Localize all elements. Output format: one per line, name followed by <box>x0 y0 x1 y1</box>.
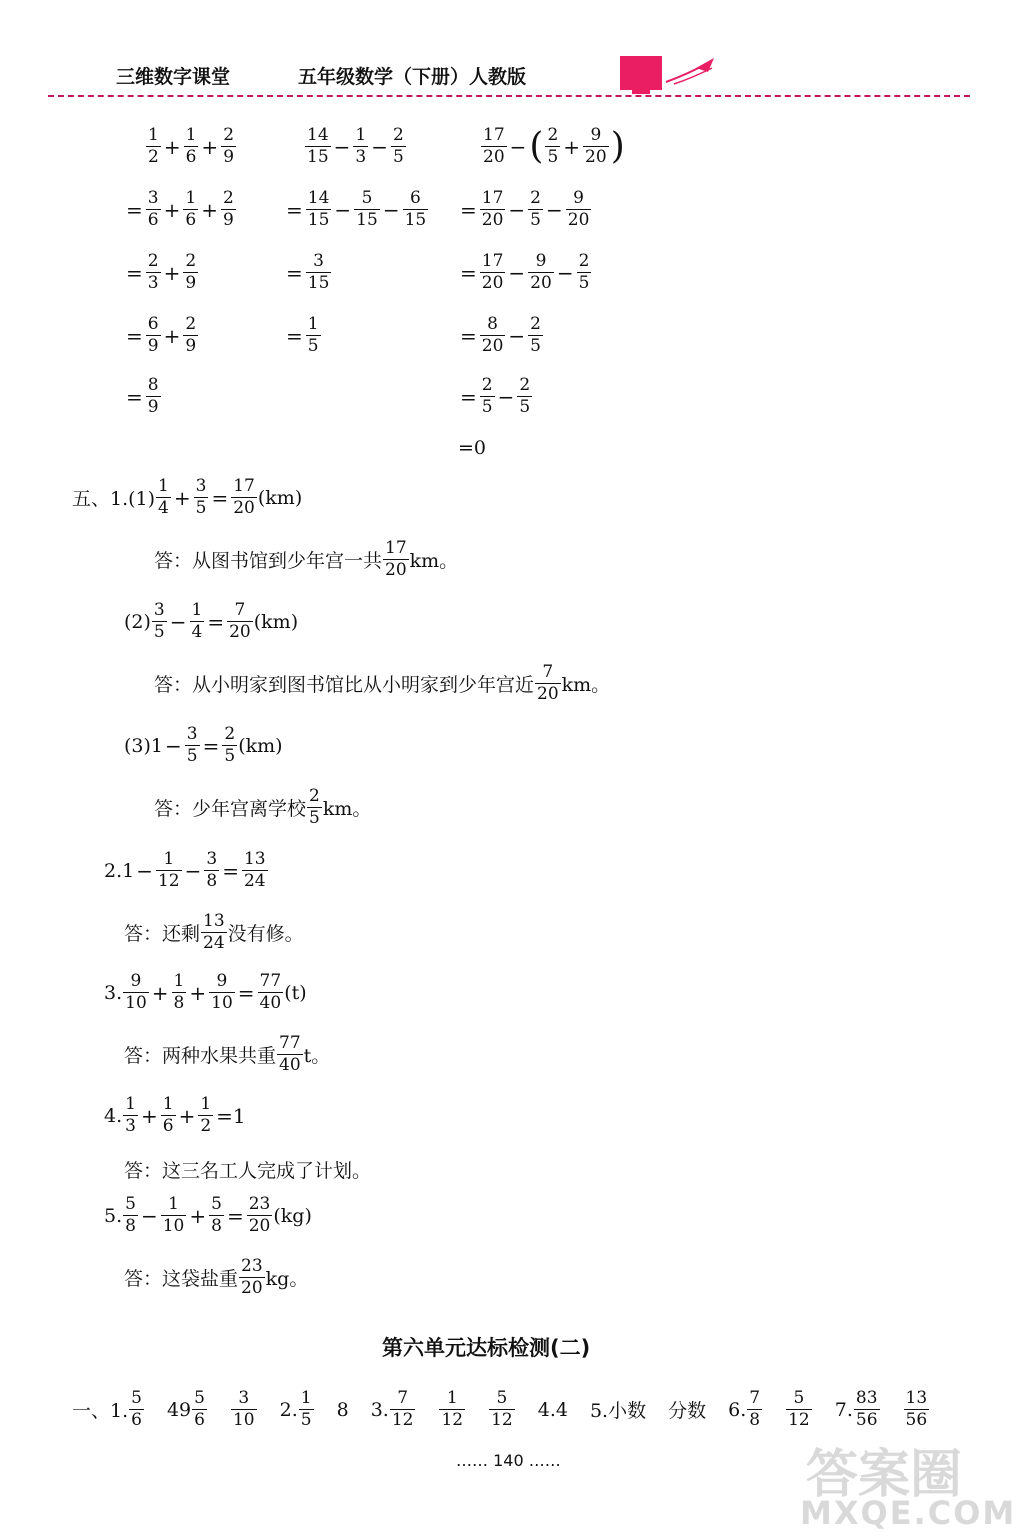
q2-answer: 答：还剩 $\frac{13}{24}$ 没有修。 <box>124 911 304 953</box>
calc3-row6: =0 <box>458 437 487 459</box>
watermark-logo: 答案圈 <box>806 1445 963 1505</box>
calc2-row1: $\frac{14}{15}$ − $\frac{1}{3}$ − $\frac{2}{5}$ <box>307 125 404 167</box>
q3-answer: 答：两种水果共重 $\frac{77}{40}$ t。 <box>124 1033 331 1075</box>
q1-part1-answer: 答：从图书馆到少年宫一共 $\frac{17}{20}$ km。 <box>154 538 459 580</box>
page-number: …… 140 …… <box>456 1451 561 1470</box>
calc2-row4: = $\frac{1}{5}$ <box>286 314 319 356</box>
q3-equation: 3. $\frac{9}{10}$ + $\frac{1}{8}$ + $\frac{9}{10}$ = $\frac{77}{40}$ (t) <box>104 971 307 1013</box>
calc1-row4: = $\frac{6}{9}$ + $\frac{2}{9}$ <box>126 314 197 356</box>
q1-part3-answer: 答：少年宫离学校 $\frac{2}{5}$ km。 <box>154 786 372 828</box>
unit6-title: 第六单元达标检测(二) <box>382 1336 591 1360</box>
q1-part1-equation: 五、1.(1) $\frac{1}{4}$ + $\frac{3}{5}$ = $\frac{17}{20}$ (km) <box>72 476 303 518</box>
calc3-row5: = $\frac{2}{5}$ − $\frac{2}{5}$ <box>460 375 531 417</box>
calc2-row3: = $\frac{3}{15}$ <box>286 251 330 293</box>
q5-equation: 5. $\frac{5}{8}$ − $\frac{1}{10}$ + $\frac{5}{8}$ = $\frac{23}{20}$ (kg) <box>104 1194 312 1236</box>
calc3-row1: $\frac{17}{20}$ − ( $\frac{2}{5}$ + $\frac{9}{20}$ ) <box>483 125 625 167</box>
calc2-row2: = $\frac{14}{15}$ − $\frac{5}{15}$ − $\frac{6}{15}$ <box>286 188 427 230</box>
calc1-row5: = $\frac{8}{9}$ <box>126 375 159 417</box>
q4-equation: 4. $\frac{1}{3}$ + $\frac{1}{6}$ + $\frac{1}{2}$ =1 <box>104 1094 246 1136</box>
header-brand: 三维数字课堂 <box>116 66 231 88</box>
fraction: $\frac{1}{6}$ <box>185 125 197 167</box>
watermark-domain: MXQE.COM <box>800 1494 1016 1532</box>
calc1-row3: = $\frac{2}{3}$ + $\frac{2}{9}$ <box>126 251 197 293</box>
calc1-row1: $\frac{1}{2}$ + $\frac{1}{6}$ + $\frac{2}{9}$ <box>148 125 235 167</box>
calc3-row3: = $\frac{17}{20}$ − $\frac{9}{20}$ − $\frac{2}{5}$ <box>460 251 590 293</box>
q5-answer: 答：这袋盐重 $\frac{23}{20}$ kg。 <box>124 1256 309 1298</box>
header-divider <box>48 95 970 97</box>
q4-answer: 答：这三名工人完成了计划。 <box>124 1160 372 1182</box>
q1-part2-equation: (2) $\frac{3}{5}$ − $\frac{1}{4}$ = $\frac{7}{20}$ (km) <box>124 600 299 642</box>
q1-part2-answer: 答：从小明家到图书馆比从小明家到少年宫近 $\frac{7}{20}$ km。 <box>154 662 611 704</box>
rocket-icon <box>618 52 718 96</box>
header-book-title: 五年级数学（下册）人教版 <box>298 66 527 88</box>
unit6-answers-line: 一、1. $\frac{5}{6}$ 49 $\frac{5}{6}$ $\frac{3}{10}$ 2. $\frac{1}{5}$ 8 3. $\frac{7}{12}$ $\frac{1}{12}$ $\frac{5}{12}$ 4.4 5.小数 分数 6. $\frac{7}{8}$ $\frac{5}{12}$ 7. $\frac{83}{56}$ $\frac{13}{56}$ <box>72 1388 928 1430</box>
calc3-row4: = $\frac{8}{20}$ − $\frac{2}{5}$ <box>460 314 541 356</box>
fraction: $\frac{1}{2}$ <box>148 125 159 167</box>
calc1-row2: = $\frac{3}{6}$ + $\frac{1}{6}$ + $\frac{2}{9}$ <box>126 188 234 230</box>
calc3-row2: = $\frac{17}{20}$ − $\frac{2}{5}$ − $\frac{9}{20}$ <box>460 188 590 230</box>
fraction: $\frac{2}{9}$ <box>223 125 235 167</box>
q1-part3-equation: (3)1 − $\frac{3}{5}$ = $\frac{2}{5}$ (km) <box>124 724 283 766</box>
q2-equation: 2.1 − $\frac{1}{12}$ − $\frac{3}{8}$ = $\frac{13}{24}$ <box>104 849 266 891</box>
